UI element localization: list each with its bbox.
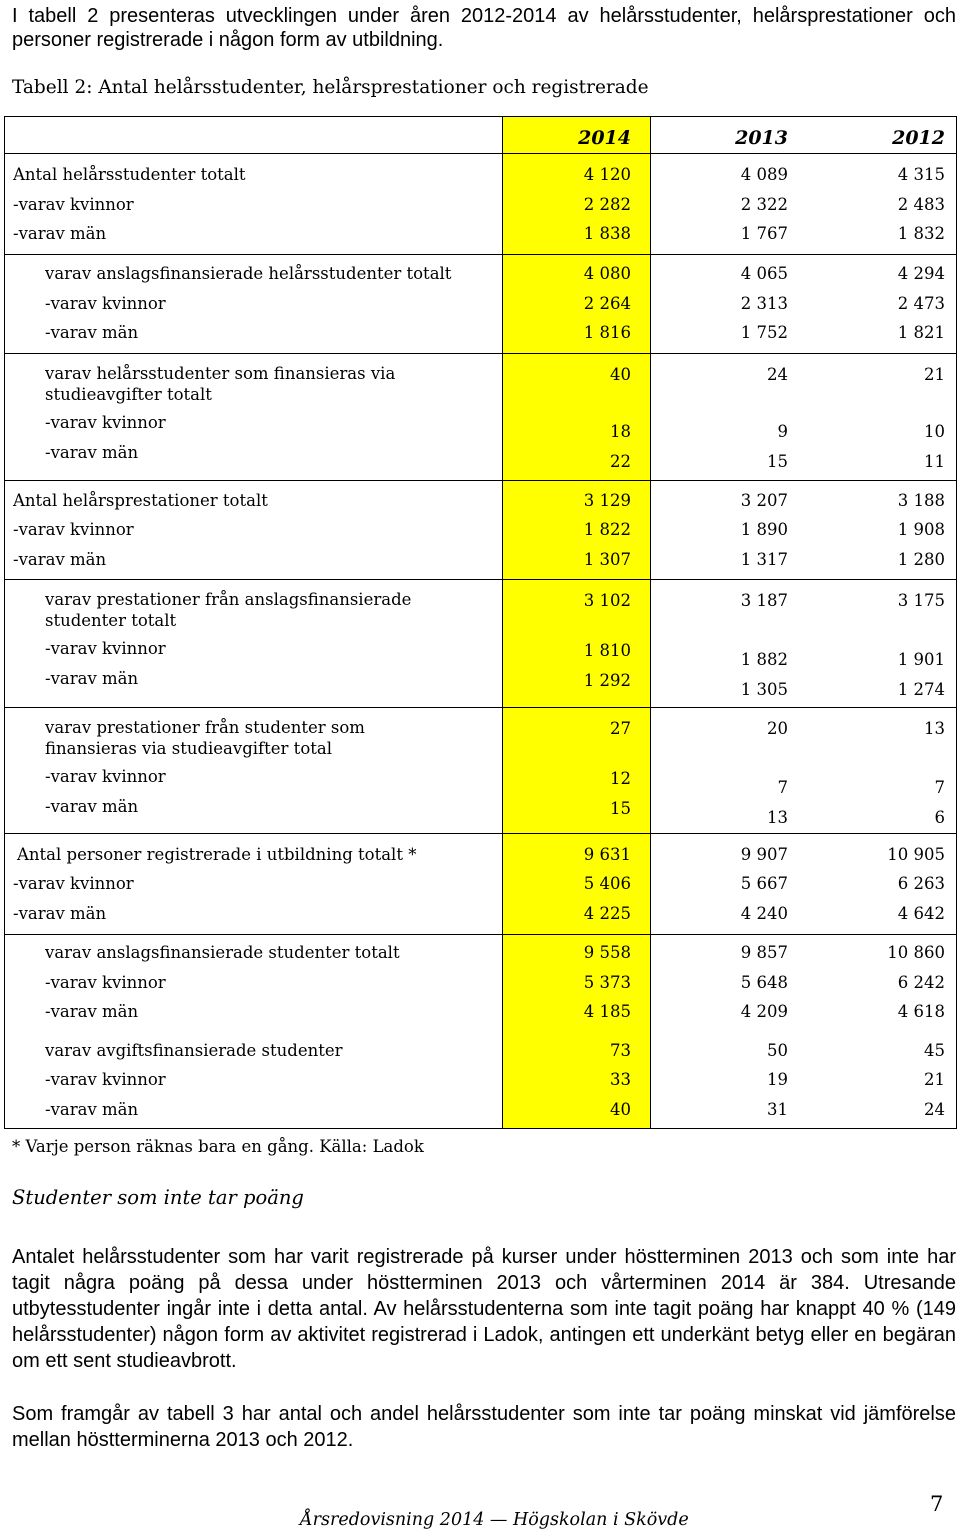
value-2014: 15 xyxy=(610,799,631,818)
value-2012: 21 xyxy=(924,365,945,384)
row-label: -varav kvinnor xyxy=(45,1070,166,1089)
row-label: -varav kvinnor xyxy=(45,413,166,432)
value-2012: 4 618 xyxy=(897,1002,945,1021)
value-2013: 1 305 xyxy=(740,680,788,699)
row-label: Antal helårsprestationer totalt xyxy=(13,491,268,510)
value-2012: 10 860 xyxy=(887,943,945,962)
value-2013: 5 648 xyxy=(740,973,788,992)
value-2012: 2 483 xyxy=(897,195,945,214)
row-label: -varav kvinnor xyxy=(45,767,166,786)
table-title: Tabell 2: Antal helårsstudenter, helårsprestationer och registrerade xyxy=(12,77,649,98)
value-2013: 19 xyxy=(767,1070,788,1089)
statistics-table xyxy=(4,116,957,1129)
value-2013: 7 xyxy=(777,778,788,797)
value-2014: 1 810 xyxy=(583,641,631,660)
value-2012: 4 315 xyxy=(897,165,945,184)
value-2012: 10 xyxy=(924,422,945,441)
value-2014: 2 264 xyxy=(583,294,631,313)
value-2013: 13 xyxy=(767,808,788,827)
table-divider xyxy=(5,934,956,935)
row-label: -varav män xyxy=(45,1100,139,1119)
row-label: -varav kvinnor xyxy=(13,874,134,893)
row-label: -varav kvinnor xyxy=(45,973,166,992)
value-2013: 4 089 xyxy=(740,165,788,184)
table-row xyxy=(5,1070,956,1098)
table-row-group xyxy=(5,717,956,829)
value-2012: 4 642 xyxy=(897,904,945,923)
value-2013: 1 317 xyxy=(740,550,788,569)
value-2014: 5 373 xyxy=(583,973,631,992)
row-label: -varav män xyxy=(13,904,107,923)
table-footnote: * Varje person räknas bara en gång. Källa: Ladok xyxy=(12,1137,424,1156)
table-row xyxy=(5,323,956,351)
value-2013: 24 xyxy=(767,365,788,384)
table-row xyxy=(5,1100,956,1128)
row-label: varav prestationer från anslagsfinansierade studenter totalt xyxy=(45,590,412,630)
table-row xyxy=(5,550,956,578)
value-2014: 40 xyxy=(610,365,631,384)
value-2012: 7 xyxy=(934,778,945,797)
value-2013: 4 209 xyxy=(740,1002,788,1021)
value-2014: 40 xyxy=(610,1100,631,1119)
body-paragraph: Antalet helårsstudenter som har varit registrerade på kurser under höstterminen 2013 och som inte har tagit några poäng på dessa under höstterminen 2013 och vårterminen 2014 är 384. Utresande utbytesstudenter ingår inte i detta antal. Av helårsstudenterna som inte tagit poäng har knappt 40 % (149 helårsstudenter) någon form av aktivitet registrerad i Ladok, antingen ett underkänt betyg eller en begäran om ett sent studieavbrott. xyxy=(12,1246,956,1372)
row-label: varav prestationer från studenter som finansieras via studieavgifter total xyxy=(45,718,365,758)
value-2013: 2 322 xyxy=(740,195,788,214)
row-label: -varav män xyxy=(45,1002,139,1021)
row-label: Antal personer registrerade i utbildning totalt * xyxy=(17,845,417,864)
value-2014: 2 282 xyxy=(583,195,631,214)
value-2012: 1 901 xyxy=(897,650,945,669)
value-2014: 9 558 xyxy=(583,943,631,962)
value-2012: 10 905 xyxy=(887,845,945,864)
table-row xyxy=(5,904,956,932)
value-2012: 4 294 xyxy=(897,264,945,283)
table-row xyxy=(5,1041,956,1069)
value-2013: 5 667 xyxy=(740,874,788,893)
value-2014: 4 185 xyxy=(583,1002,631,1021)
value-2012: 3 175 xyxy=(897,591,945,610)
value-2014: 1 307 xyxy=(583,550,631,569)
table-divider xyxy=(5,707,956,708)
row-label: -varav kvinnor xyxy=(45,639,166,658)
table-divider xyxy=(5,480,956,481)
table-divider xyxy=(5,153,956,154)
value-2013: 3 207 xyxy=(740,491,788,510)
row-label: Antal helårsstudenter totalt xyxy=(13,165,246,184)
value-2013: 9 xyxy=(777,422,788,441)
value-2014: 12 xyxy=(610,769,631,788)
value-2013: 3 187 xyxy=(740,591,788,610)
value-2012: 6 xyxy=(934,808,945,827)
value-2013: 1 882 xyxy=(740,650,788,669)
value-2012: 11 xyxy=(924,452,945,471)
value-2014: 5 406 xyxy=(583,874,631,893)
table-row xyxy=(5,1002,956,1030)
row-label: varav anslagsfinansierade helårsstudenter totalt xyxy=(45,264,452,283)
value-2012: 21 xyxy=(924,1070,945,1089)
table-divider xyxy=(5,579,956,580)
value-2012: 1 908 xyxy=(897,520,945,539)
value-2013: 1 767 xyxy=(740,224,788,243)
value-2013: 9 907 xyxy=(740,845,788,864)
row-label: varav anslagsfinansierade studenter totalt xyxy=(45,943,400,962)
page-footer: Årsredovisning 2014 — Högskolan i Skövde xyxy=(300,1510,689,1530)
row-label: -varav kvinnor xyxy=(13,520,134,539)
value-2012: 1 832 xyxy=(897,224,945,243)
row-label: -varav kvinnor xyxy=(13,195,134,214)
row-label: -varav män xyxy=(13,550,107,569)
table-row xyxy=(5,264,956,292)
table-row xyxy=(5,520,956,548)
value-2012: 13 xyxy=(924,719,945,738)
row-label: -varav kvinnor xyxy=(45,294,166,313)
table-row xyxy=(5,845,956,873)
value-2013: 15 xyxy=(767,452,788,471)
value-2012: 1 274 xyxy=(897,680,945,699)
table-row xyxy=(5,195,956,223)
value-2014: 27 xyxy=(610,719,631,738)
value-2013: 20 xyxy=(767,719,788,738)
table-row xyxy=(5,973,956,1001)
value-2012: 6 242 xyxy=(897,973,945,992)
table-row xyxy=(5,224,956,252)
row-label: varav helårsstudenter som finansieras via studieavgifter totalt xyxy=(45,364,396,404)
table-row xyxy=(5,165,956,193)
table-divider xyxy=(5,254,956,255)
value-2014: 4 080 xyxy=(583,264,631,283)
value-2013: 9 857 xyxy=(740,943,788,962)
row-label: -varav män xyxy=(45,323,139,342)
value-2013: 1 752 xyxy=(740,323,788,342)
row-label: varav avgiftsfinansierade studenter xyxy=(45,1041,343,1060)
value-2014: 3 129 xyxy=(583,491,631,510)
value-2014: 4 225 xyxy=(583,904,631,923)
table-row-group xyxy=(5,363,956,473)
value-2012: 24 xyxy=(924,1100,945,1119)
value-2012: 2 473 xyxy=(897,294,945,313)
value-2014: 33 xyxy=(610,1070,631,1089)
table-row xyxy=(5,294,956,322)
value-2013: 4 065 xyxy=(740,264,788,283)
section-heading: Studenter som inte tar poäng xyxy=(12,1186,304,1209)
year-header-2012: 2012 xyxy=(892,127,945,149)
row-label: -varav män xyxy=(45,797,139,816)
value-2012: 1 280 xyxy=(897,550,945,569)
table-row xyxy=(5,874,956,902)
table-divider xyxy=(5,833,956,834)
table-row-group xyxy=(5,589,956,701)
table-row xyxy=(5,491,956,519)
table-row xyxy=(5,943,956,971)
value-2014: 73 xyxy=(610,1041,631,1060)
value-2014: 1 292 xyxy=(583,671,631,690)
body-paragraph: Som framgår av tabell 3 har antal och andel helårsstudenter som inte tar poäng minskat vid jämförelse mellan höstterminerna 2013 och 2012. xyxy=(12,1403,956,1451)
row-label: -varav män xyxy=(13,224,107,243)
value-2013: 2 313 xyxy=(740,294,788,313)
year-header-2014: 2014 xyxy=(578,127,631,149)
table-divider xyxy=(5,353,956,354)
value-2014: 3 102 xyxy=(583,591,631,610)
value-2013: 4 240 xyxy=(740,904,788,923)
intro-paragraph: I tabell 2 presenteras utvecklingen under åren 2012-2014 av helårsstudenter, helårsprestationer och personer registrerade i någon form av utbildning. xyxy=(12,5,956,51)
value-2013: 1 890 xyxy=(740,520,788,539)
value-2014: 4 120 xyxy=(583,165,631,184)
row-label: -varav män xyxy=(45,669,139,688)
value-2013: 50 xyxy=(767,1041,788,1060)
value-2012: 1 821 xyxy=(897,323,945,342)
page-number: 7 xyxy=(930,1492,944,1516)
value-2012: 3 188 xyxy=(897,491,945,510)
value-2014: 18 xyxy=(610,422,631,441)
row-label: -varav män xyxy=(45,443,139,462)
value-2012: 45 xyxy=(924,1041,945,1060)
year-header-2013: 2013 xyxy=(735,127,788,149)
value-2014: 22 xyxy=(610,452,631,471)
value-2013: 31 xyxy=(767,1100,788,1119)
value-2014: 1 816 xyxy=(583,323,631,342)
value-2014: 9 631 xyxy=(583,845,631,864)
value-2014: 1 822 xyxy=(583,520,631,539)
value-2012: 6 263 xyxy=(897,874,945,893)
value-2014: 1 838 xyxy=(583,224,631,243)
